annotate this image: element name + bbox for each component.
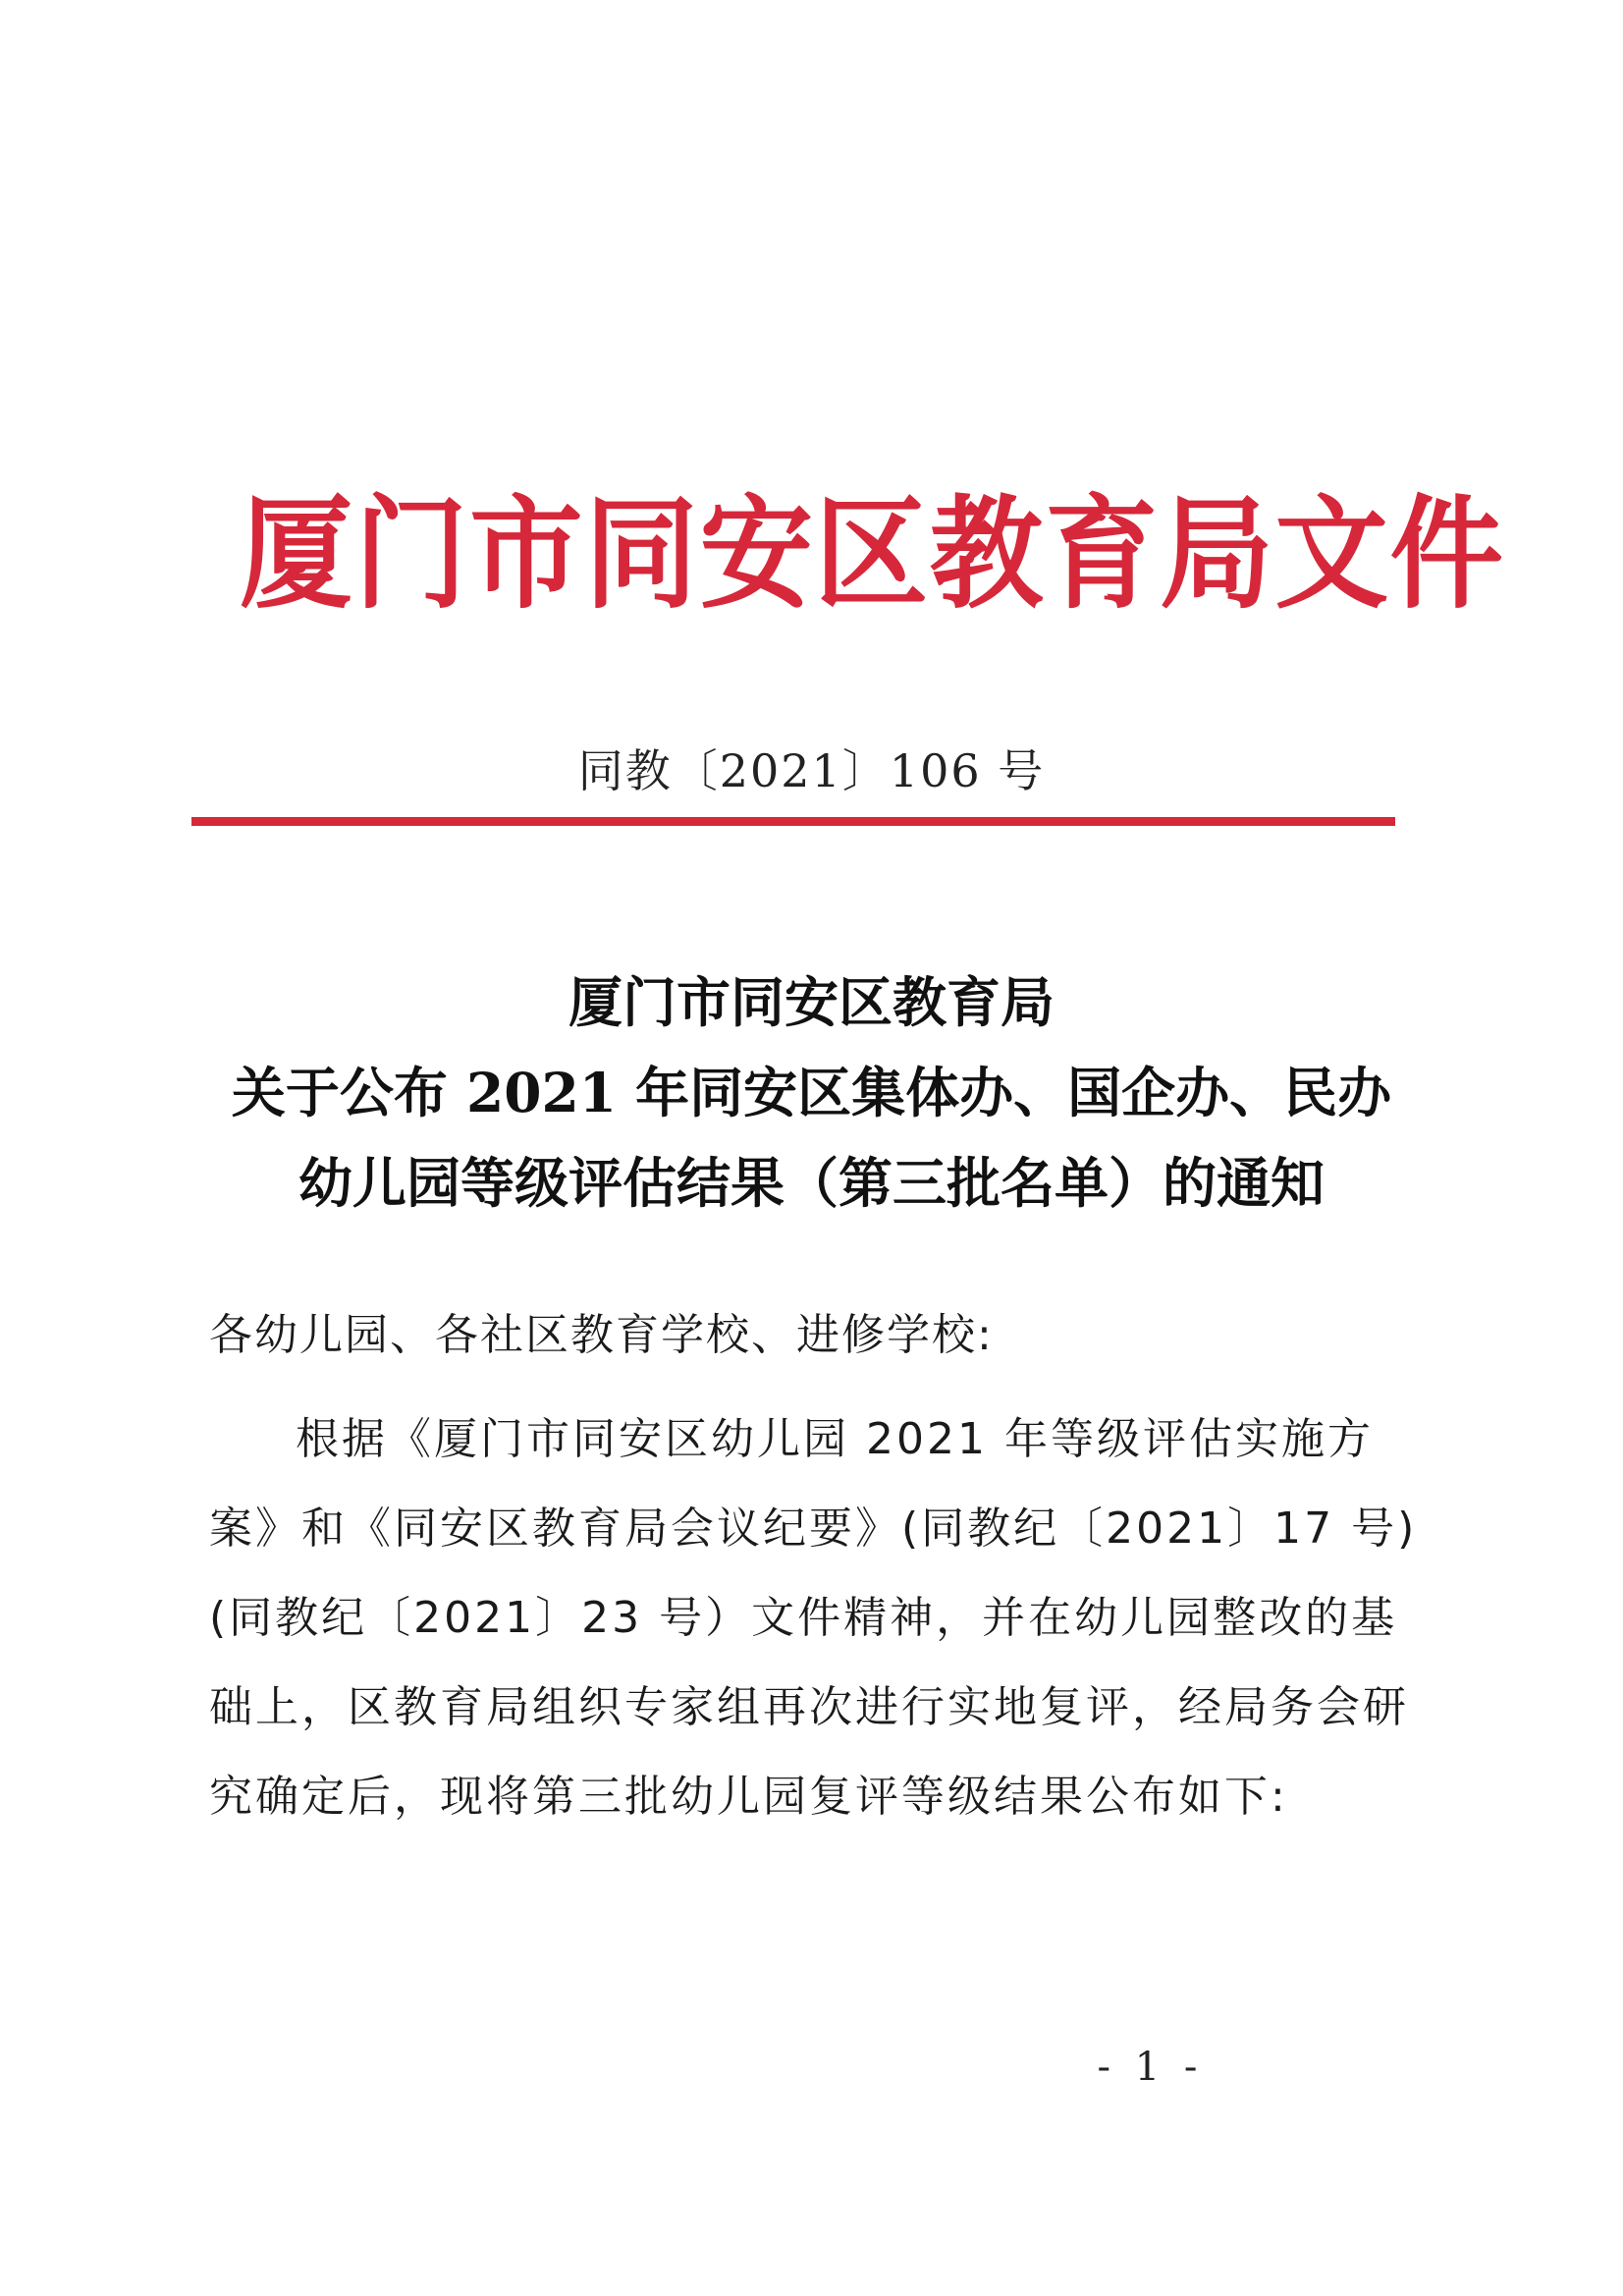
title-line-1: 厦门市同安区教育局 bbox=[568, 970, 1055, 1034]
title-line-2: 关于公布 2021 年同安区集体办、国企办、民办 bbox=[231, 1061, 1392, 1124]
title-line-3: 幼儿园等级评估结果（第三批名单）的通知 bbox=[298, 1151, 1325, 1215]
document-title bbox=[147, 957, 1476, 1229]
red-divider-line bbox=[191, 817, 1395, 826]
page-number: - 1 - bbox=[1097, 2045, 1204, 2090]
document-masthead: 厦门市同安区教育局文件 bbox=[239, 483, 1505, 626]
document-number: 同教〔2021〕106 号 bbox=[577, 744, 1046, 797]
document-body bbox=[209, 1306, 1427, 1841]
salutation: 各幼儿园、各社区教育学校、进修学校: bbox=[209, 1310, 994, 1360]
body-paragraph: 根据《厦门市同安区幼儿园 2021 年等级评估实施方案》和《同安区教育局会议纪要》(同教纪〔2021〕17 号)(同教纪〔2021〕23 号）文件精神，并在幼儿园整改的基础上，区教育局组织专家组再次进行实地复评，经局务会研究确定后，现将第三批幼儿园复评等级结果公布如下: bbox=[209, 1414, 1418, 1822]
